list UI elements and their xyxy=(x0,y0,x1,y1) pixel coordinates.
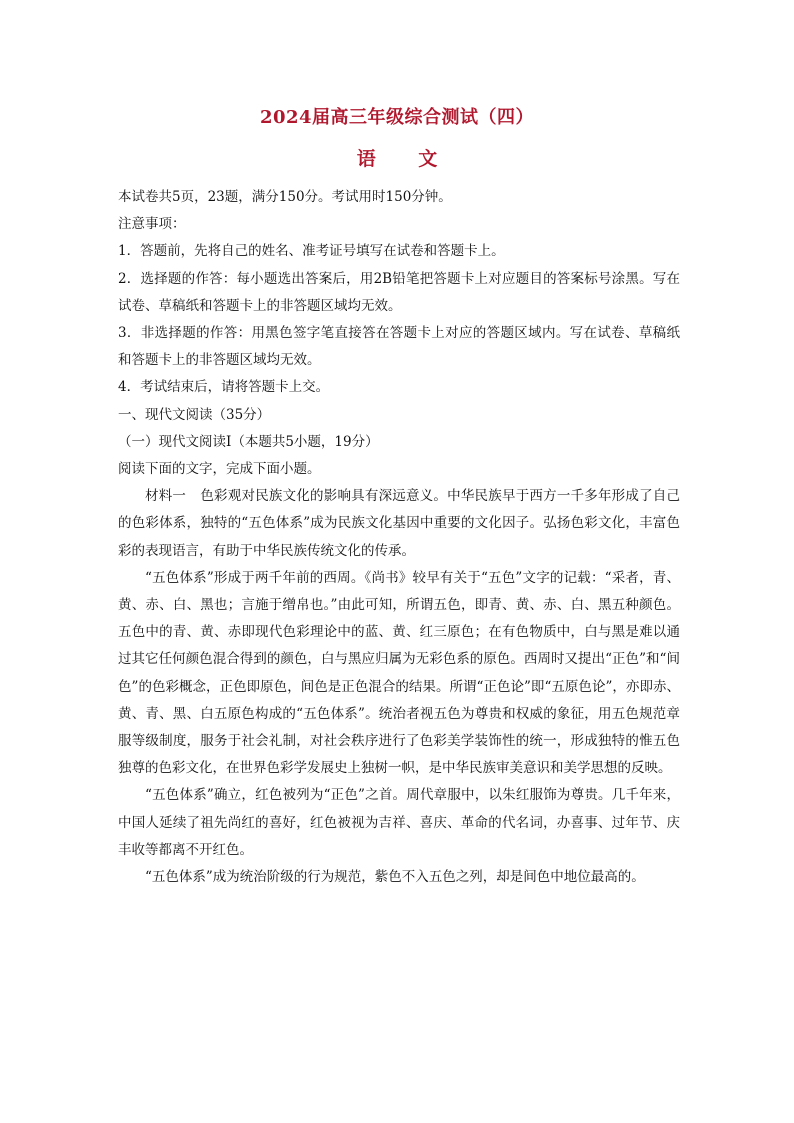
material-paragraph-2: “五色体系”形成于两千年前的西周。《尚书》较早有关于“五色”文字的记载：“采者，青、黄、赤、白、黑也；言施于缯帛也。”由此可知，所谓五色，即青、黄、赤、白、黑五种颜色。五色中的青、黄、赤即现代色彩理论中的蓝、黄、红三原色；在有色物质中，白与黑是难以通过其它任何颜色混合得到的颜色，白与黑应归属为无彩色系的原色。西周时又提出“正色”和“间色”的色彩概念，正色即原色，间色是正色混合的结果。所谓“正色论”即“五原色论”，亦即赤、黄、青、黑、白五原色构成的“五色体系”。统治者视五色为尊贵和权威的象征，用五色规范章服等级制度，服务于社会礼制，对社会秩序进行了色彩美学装饰性的统一，形成独特的惟五色独尊的色彩文化，在世界色彩学发展史上独树一帜，是中华民族审美意识和美学思想的反映。 xyxy=(118,569,680,777)
material-paragraph-1-text: 色彩观对民族文化的影响具有深远意义。中华民族早于西方一千多年形成了自己的色彩体系，独特的“五色体系”成为民族文化基因中重要的文化因子。弘扬色彩文化，丰富色彩的表现语言，有助于中华民族传统文化的传承。 xyxy=(118,488,681,559)
material-paragraph-4: “五色体系”成为统治阶级的行为规范，紫色不入五色之列，却是间色中地位最高的。 xyxy=(145,869,645,886)
notice-item-2: 2．选择题的作答：每小题选出答案后，用2B铅笔把答题卡上对应题目的答案标号涂黑。写在试卷、草稿纸和答题卡上的非答题区域均无效。 xyxy=(118,270,680,314)
subject-title: 语 文 xyxy=(356,148,456,170)
material-label: 材料一 xyxy=(145,488,187,505)
exam-title: 2024届高三年级综合测试（四） xyxy=(259,107,535,128)
notice-item-1: 1．答题前，先将自己的姓名、准考证号填写在试卷和答题卡上。 xyxy=(118,243,505,260)
section-heading: 一、现代文阅读（35分） xyxy=(118,406,271,423)
material-paragraph-1 xyxy=(118,483,680,565)
notice-heading: 注意事项： xyxy=(118,216,186,233)
exam-body xyxy=(118,184,680,891)
notice-item-3: 3．非选择题的作答：用黑色签字笔直接答在答题卡上对应的答题区域内。写在试卷、草稿纸和答题卡上的非答题区域均无效。 xyxy=(118,325,680,369)
material-paragraph-3: “五色体系”确立，红色被列为“正色”之首。周代章服中，以朱红服饰为尊贵。几千年来，中国人延续了祖先尚红的喜好，红色被视为吉祥、喜庆、革命的代名词，办喜事、过年节、庆丰收等都离不开红色。 xyxy=(118,787,680,858)
notice-item-4: 4．考试结束后，请将答题卡上交。 xyxy=(118,379,330,396)
section-subheading: （一）现代文阅读Ⅰ（本题共5小题，19分） xyxy=(118,433,379,450)
exam-info-line: 本试卷共5页，23题，满分150分。考试用时150分钟。 xyxy=(118,189,452,205)
reading-instruction: 阅读下面的文字，完成下面小题。 xyxy=(118,461,321,478)
